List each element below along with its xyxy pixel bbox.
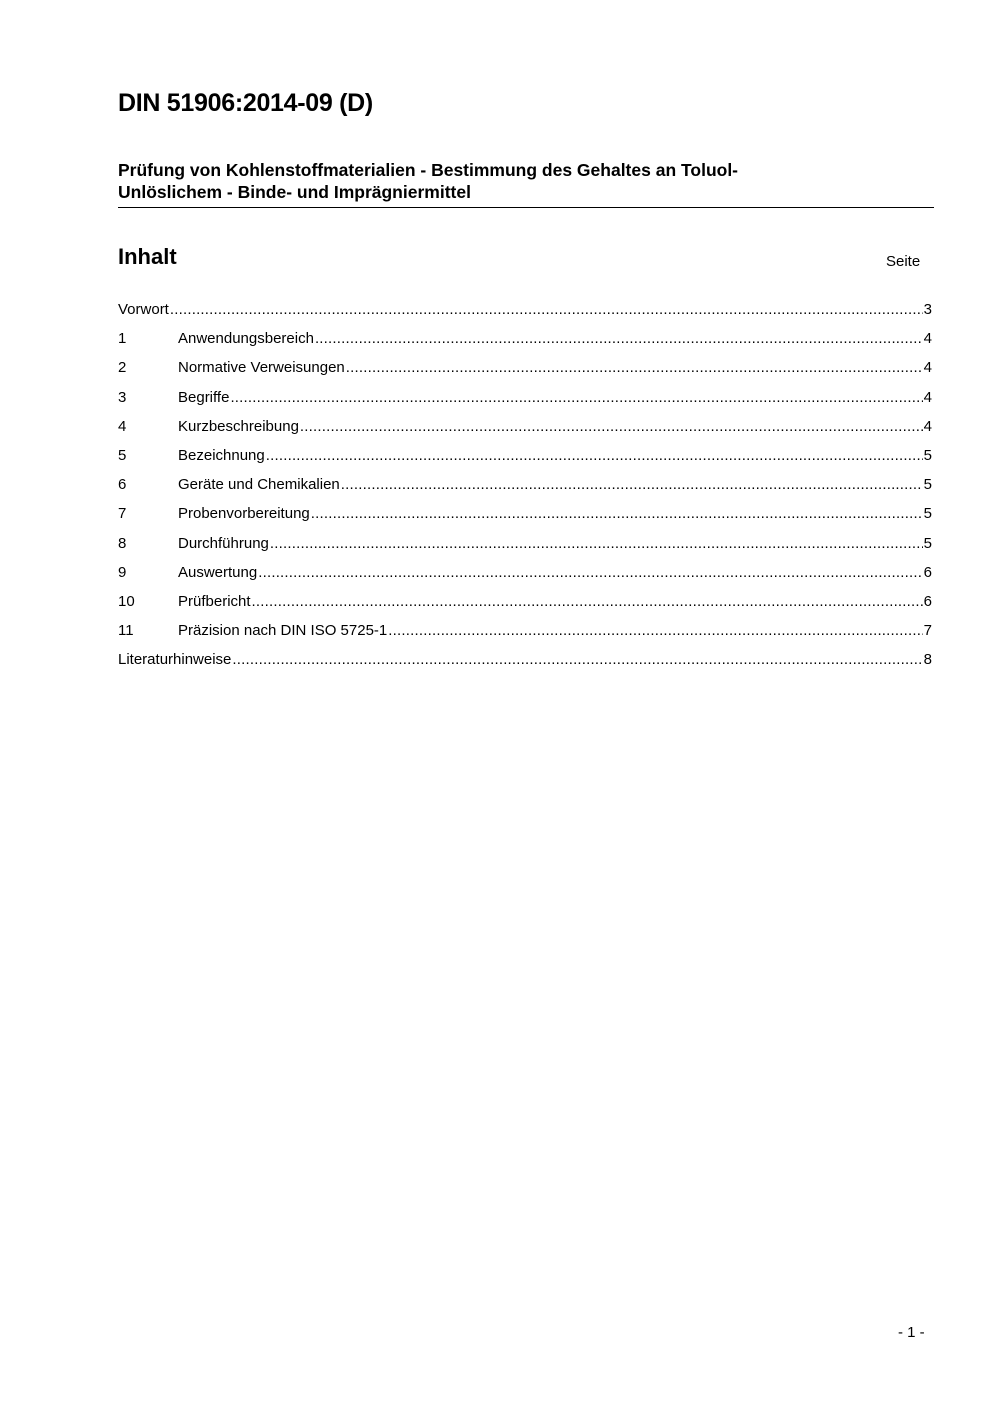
toc-entry-number: 7: [118, 505, 127, 523]
toc-entry-page: 3: [923, 301, 932, 318]
toc-entry-page: 4: [923, 417, 932, 435]
toc-entry-literaturhinweise[interactable]: [118, 650, 932, 679]
toc-entry-page: 5: [923, 534, 932, 552]
table-of-contents: [118, 300, 932, 679]
toc-entry-number: 1: [118, 330, 127, 348]
toc-entry-title: Normative Verweisungen: [178, 359, 345, 377]
toc-entry-auswertung[interactable]: [118, 563, 932, 592]
toc-entry-vorwort[interactable]: [118, 300, 932, 329]
toc-entry-number: 9: [118, 563, 127, 581]
toc-entry-title: Geräte und Chemikalien: [178, 476, 340, 494]
toc-dot-leader: [266, 446, 923, 466]
toc-entry-number: 8: [118, 534, 127, 552]
toc-entry-number: 3: [118, 388, 127, 406]
toc-dot-leader: [315, 329, 923, 349]
toc-heading: Inhalt: [118, 244, 177, 269]
document-title-line-1: Prüfung von Kohlenstoffmaterialien - Bestimmung des Gehaltes an Toluol-: [118, 160, 739, 180]
toc-entry-page: 5: [923, 476, 932, 494]
toc-entry-probenvorbereitung[interactable]: [118, 504, 932, 533]
toc-dot-leader: [232, 650, 922, 670]
toc-entry-title: Prüfbericht: [178, 592, 251, 610]
toc-entry-page: 6: [923, 563, 932, 581]
toc-entry-pruefbericht[interactable]: [118, 592, 932, 621]
toc-dot-leader: [300, 417, 923, 437]
toc-entry-title: Bezeichnung: [178, 446, 265, 464]
toc-entry-durchfuehrung[interactable]: [118, 534, 932, 563]
toc-dot-leader: [311, 504, 923, 524]
toc-dot-leader: [230, 388, 922, 408]
toc-entry-kurzbeschreibung[interactable]: [118, 417, 932, 446]
document-title-line-2: Unlöslichem - Binde- und Imprägniermittel: [118, 182, 471, 202]
document-number: DIN 51906:2014-09 (D): [118, 89, 373, 117]
toc-entry-number: 4: [118, 417, 127, 435]
toc-dot-leader: [341, 475, 923, 495]
toc-entry-number: 2: [118, 359, 127, 377]
page-number: - 1 -: [898, 1324, 925, 1341]
toc-entry-page: 5: [923, 505, 932, 523]
toc-entry-title: Auswertung: [178, 563, 258, 581]
toc-dot-leader: [258, 563, 922, 583]
toc-page-column-label: Seite: [886, 253, 921, 270]
toc-entry-number: 10: [118, 592, 135, 610]
toc-entry-number: 11: [118, 622, 134, 640]
toc-entry-begriffe[interactable]: [118, 388, 932, 417]
toc-entry-title: Begriffe: [178, 388, 230, 406]
toc-entry-title: Präzision nach DIN ISO 5725-1: [178, 622, 388, 640]
toc-entry-page: 5: [923, 446, 932, 464]
toc-dot-leader: [388, 621, 922, 641]
toc-entry-title: Probenvorbereitung: [178, 505, 310, 523]
toc-entry-title: Durchführung: [178, 534, 269, 552]
toc-entry-title: Anwendungsbereich: [178, 330, 314, 348]
toc-entry-page: 7: [923, 622, 932, 640]
toc-dot-leader: [170, 300, 923, 320]
toc-entry-page: 4: [923, 388, 932, 406]
toc-dot-leader: [270, 534, 923, 554]
toc-entry-geraete-und-chemikalien[interactable]: [118, 475, 932, 504]
toc-entry-page: 4: [923, 359, 932, 377]
toc-entry-page: 6: [923, 592, 932, 610]
toc-entry-title: Kurzbeschreibung: [178, 417, 299, 435]
toc-entry-number: 6: [118, 476, 127, 494]
toc-entry-page: 4: [923, 330, 932, 348]
toc-entry-title: Vorwort: [118, 301, 169, 318]
toc-dot-leader: [252, 592, 923, 612]
toc-entry-normative-verweisungen[interactable]: [118, 358, 932, 387]
document-title: [118, 159, 934, 208]
toc-dot-leader: [346, 358, 923, 378]
toc-entry-title: Literaturhinweise: [118, 651, 232, 669]
toc-entry-anwendungsbereich[interactable]: [118, 329, 932, 358]
toc-entry-number: 5: [118, 446, 127, 464]
toc-entry-bezeichnung[interactable]: [118, 446, 932, 475]
toc-entry-page: 8: [923, 651, 932, 669]
toc-entry-praezision[interactable]: [118, 621, 932, 650]
